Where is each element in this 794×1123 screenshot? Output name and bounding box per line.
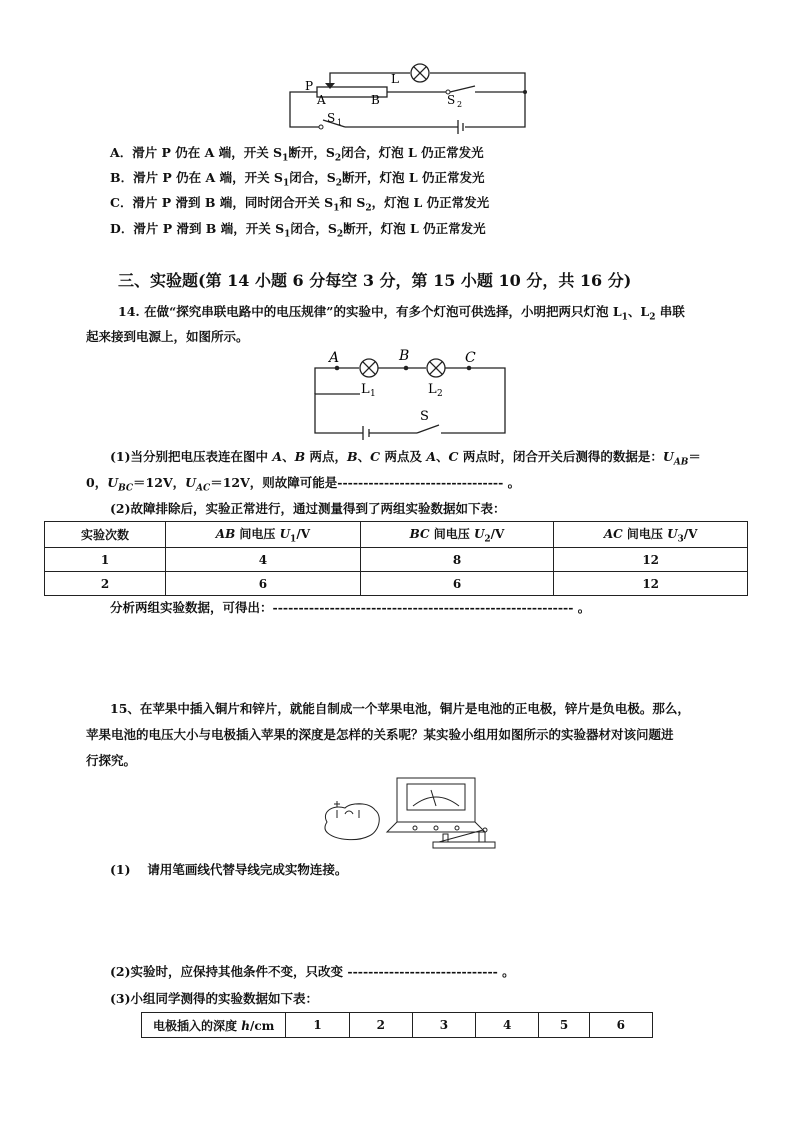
- option-d[interactable]: D．滑片 P 滑到 B 端，开关 $S_1$闭合，$S_2$断开，灯泡 L 仍正常发光: [110, 221, 486, 240]
- table-cell: 2: [45, 572, 166, 596]
- table-cell: 6: [360, 572, 554, 596]
- section-heading: 三、实验题(第 14 小题 6 分每空 3 分，第 15 小题 10 分，共 16 分): [118, 271, 632, 290]
- table-row: [142, 1013, 653, 1038]
- label-S1-sub: 1: [337, 118, 343, 127]
- option-b[interactable]: B．滑片 P 仍在 A 端，开关 $S_1$闭合，$S_2$断开，灯泡 L 仍正常发光: [110, 170, 485, 189]
- option-a[interactable]: A．滑片 P 仍在 A 端，开关 $S_1$断开，$S_2$闭合，灯泡 L 仍正常发光: [110, 145, 484, 164]
- label-A: A: [317, 93, 326, 107]
- label-L1-sub: 1: [370, 389, 376, 399]
- label-P: P: [305, 79, 314, 93]
- q14-text-line2: 起来接到电源上，如图所示。: [86, 329, 249, 344]
- apple-battery-icon: [325, 801, 379, 840]
- q15-part3: (3)小组同学测得的实验数据如下表：: [110, 991, 319, 1006]
- depth-table: [141, 1012, 653, 1038]
- table-cell: 8: [360, 548, 554, 572]
- switch-icon: [433, 828, 495, 848]
- label-S2-sub: 2: [457, 100, 463, 109]
- label-L2: L: [428, 382, 437, 397]
- q14-conclusion: 分析两组实验数据，可得出：---------------------------------------------------------- 。: [110, 600, 591, 615]
- table-cell: 1: [286, 1013, 349, 1038]
- table-header: [45, 522, 748, 548]
- q14-part1-line2: 0，$U_{BC}=12V$，$U_{AC}=12V$，则故障可能是-------------------------------- 。: [86, 475, 521, 494]
- q14-part2: (2)故障排除后，实验正常进行，通过测量得到了两组实验数据如下表：: [110, 501, 506, 516]
- label-S: S: [420, 409, 429, 424]
- q15-text-line3: 行探究。: [86, 753, 137, 768]
- label-L1: L: [361, 382, 370, 397]
- table-cell: 1: [45, 548, 166, 572]
- voltmeter-icon: [387, 778, 485, 832]
- voltage-table: [44, 521, 748, 596]
- header-cell: AB 间电压 $U_1/V$: [166, 522, 361, 548]
- header-cell: AC 间电压 $U_3/V$: [554, 522, 748, 548]
- table-cell: 6: [166, 572, 361, 596]
- table-cell: 2: [349, 1013, 412, 1038]
- q15-part1: (1) 请用笔画线代替导线完成实物连接。: [110, 862, 348, 877]
- table-cell: 4: [166, 548, 361, 572]
- table-row: [45, 548, 748, 572]
- q15-part2: (2)实验时，应保持其他条件不变，只改变 ----------------------------- 。: [110, 964, 515, 979]
- table-cell: 12: [554, 572, 748, 596]
- label-B: B: [399, 348, 410, 364]
- header-cell: 电极插入的深度 h/cm: [142, 1013, 286, 1038]
- table-row: [45, 572, 748, 596]
- option-c[interactable]: C．滑片 P 滑到 B 端，同时闭合开关 $S_1$和 $S_2$，灯泡 L 仍正常发光: [110, 195, 490, 214]
- header-cell: 实验次数: [45, 522, 166, 548]
- q14-part1-line1: (1)当分别把电压表连在图中 A、B 两点，B、C 两点及 A、C 两点时，闭合开关后测得的数据是：$U_{AB}=$: [110, 449, 701, 468]
- circuit-figure-q14: [305, 348, 515, 440]
- label-L: L: [391, 72, 399, 86]
- table-cell: 4: [476, 1013, 539, 1038]
- label-B: B: [371, 93, 380, 107]
- circuit-figure-q13: [285, 60, 535, 135]
- table-cell: 12: [554, 548, 748, 572]
- q15-text-line2: 苹果电池的电压大小与电极插入苹果的深度是怎样的关系呢？某实验小组用如图所示的实验器材对该问题进: [86, 727, 674, 742]
- apparatus-figure: [315, 770, 505, 854]
- header-cell: BC 间电压 $U_2/V$: [360, 522, 554, 548]
- q14-text-line1: 14. 在做“探究串联电路中的电压规律”的实验中，有多个灯泡可供选择，小明把两只灯泡 $L_1$、$L_2$ 串联: [118, 304, 685, 323]
- table-cell: 3: [412, 1013, 475, 1038]
- q15-text-line1: 15、在苹果中插入铜片和锌片，就能自制成一个苹果电池，铜片是电池的正电极，锌片是负电极。那么，: [110, 701, 690, 716]
- label-L2-sub: 2: [437, 389, 443, 399]
- table-cell: 6: [589, 1013, 652, 1038]
- label-S2: S: [447, 93, 456, 107]
- label-C: C: [465, 350, 476, 366]
- label-A: A: [329, 350, 340, 366]
- label-S1: S: [327, 111, 336, 125]
- table-cell: 5: [539, 1013, 589, 1038]
